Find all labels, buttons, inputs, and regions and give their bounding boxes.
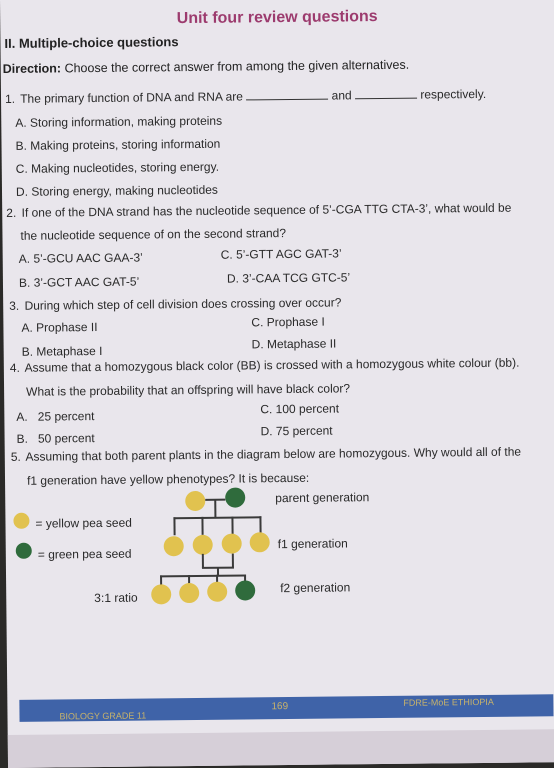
f1-branch-line bbox=[201, 517, 203, 535]
direction-text: Choose the correct answer from among the given alternatives. bbox=[60, 57, 410, 76]
option-1d: D. Storing energy, making nucleotides bbox=[15, 182, 218, 199]
f1-yellow-pea bbox=[222, 533, 242, 553]
page-title: Unit four review questions bbox=[176, 8, 378, 28]
answer-blank bbox=[246, 89, 328, 101]
answer-blank bbox=[355, 88, 417, 100]
question-number: 1. bbox=[4, 91, 16, 106]
f1-drop-line bbox=[232, 554, 234, 568]
direction-label: Direction: bbox=[2, 61, 62, 76]
question-1 bbox=[5, 87, 486, 106]
option-1b: B. Making proteins, storing information bbox=[15, 136, 221, 153]
question-3 bbox=[9, 295, 341, 312]
question-text: The primary function of DNA and RNA are bbox=[20, 89, 244, 106]
option-4a: A. 25 percent bbox=[16, 409, 95, 424]
parent-green-pea bbox=[225, 487, 245, 507]
f1-branch-line bbox=[173, 516, 261, 519]
question-4 bbox=[10, 356, 520, 375]
question-text: If one of the DNA strand has the nucleotide sequence of 5’-CGA TTG CTA-3’, what would be bbox=[21, 200, 512, 220]
parent-yellow-pea bbox=[185, 491, 205, 511]
question-5-line2: f1 generation have yellow phenotypes? It is because: bbox=[26, 470, 310, 488]
f1-drop-line bbox=[202, 554, 204, 568]
f1-generation-label: f1 generation bbox=[277, 536, 348, 552]
legend-green-label: = green pea seed bbox=[37, 546, 132, 562]
question-number: 2. bbox=[6, 205, 17, 220]
f1-branch-line bbox=[231, 517, 233, 535]
direction-line bbox=[3, 58, 410, 76]
question-2 bbox=[6, 201, 511, 220]
question-number: 4. bbox=[9, 360, 20, 375]
f2-branch-line bbox=[160, 574, 246, 577]
question-text: During which step of cell division does crossing over occur? bbox=[24, 295, 342, 313]
question-number: 3. bbox=[9, 298, 20, 313]
option-4c: C. 100 percent bbox=[260, 401, 340, 417]
parent-generation-label: parent generation bbox=[275, 490, 370, 506]
question-2-line2: the nucleotide sequence of on the second strand? bbox=[20, 226, 287, 243]
option-2a: A. 5’-GCU AAC GAA-3’ bbox=[18, 250, 143, 266]
page-bottom-edge bbox=[8, 729, 554, 768]
option-2c: C. 5’-GTT AGC GAT-3’ bbox=[220, 246, 342, 262]
f1-branch-line bbox=[173, 517, 175, 535]
f2-green-pea bbox=[235, 580, 255, 600]
legend-yellow-pea-icon bbox=[13, 513, 29, 529]
page-number: 169 bbox=[271, 701, 289, 713]
option-2d: D. 3’-CAA TCG GTC-5’ bbox=[226, 270, 351, 286]
option-3a: A. Prophase II bbox=[21, 319, 98, 335]
option-3b: B. Metaphase I bbox=[21, 343, 103, 359]
option-1a: A. Storing information, making proteins bbox=[15, 113, 223, 130]
question-text: Assuming that both parent plants in the diagram below are homozygous. Why would all of the bbox=[25, 444, 522, 464]
f1-yellow-pea bbox=[193, 535, 213, 555]
f2-yellow-pea bbox=[207, 582, 227, 602]
f2-generation-label: f2 generation bbox=[280, 580, 351, 596]
f2-yellow-pea bbox=[151, 584, 171, 604]
question-4-line2: What is the probability that an offspring will have black color? bbox=[26, 381, 351, 399]
ratio-label: 3:1 ratio bbox=[94, 590, 138, 606]
question-5 bbox=[11, 445, 521, 464]
footer-book-title: BIOLOGY GRADE 11 bbox=[59, 710, 147, 722]
f1-yellow-pea bbox=[250, 532, 270, 552]
parent-drop-line bbox=[214, 500, 216, 518]
question-number: 5. bbox=[10, 449, 21, 464]
legend-green-pea-icon bbox=[16, 543, 32, 559]
footer-publisher: FDRE-MoE ETHIOPIA bbox=[403, 696, 494, 708]
question-text: and bbox=[331, 88, 352, 103]
option-2b: B. 3’-GCT AAC GAT-5’ bbox=[18, 274, 140, 290]
option-4b: B. 50 percent bbox=[16, 431, 95, 446]
section-heading: II. Multiple-choice questions bbox=[4, 34, 179, 51]
legend-yellow-label: = yellow pea seed bbox=[35, 515, 132, 531]
option-1c: C. Making nucleotides, storing energy. bbox=[15, 159, 220, 176]
option-3d: D. Metaphase II bbox=[251, 336, 337, 352]
f1-yellow-pea bbox=[164, 536, 184, 556]
option-4d: D. 75 percent bbox=[260, 423, 333, 439]
option-3c: C. Prophase I bbox=[251, 314, 325, 330]
question-text: Assume that a homozygous black color (BB) is crossed with a homozygous white colour (bb). bbox=[24, 355, 520, 375]
question-text: respectively. bbox=[420, 86, 487, 102]
f2-yellow-pea bbox=[179, 583, 199, 603]
